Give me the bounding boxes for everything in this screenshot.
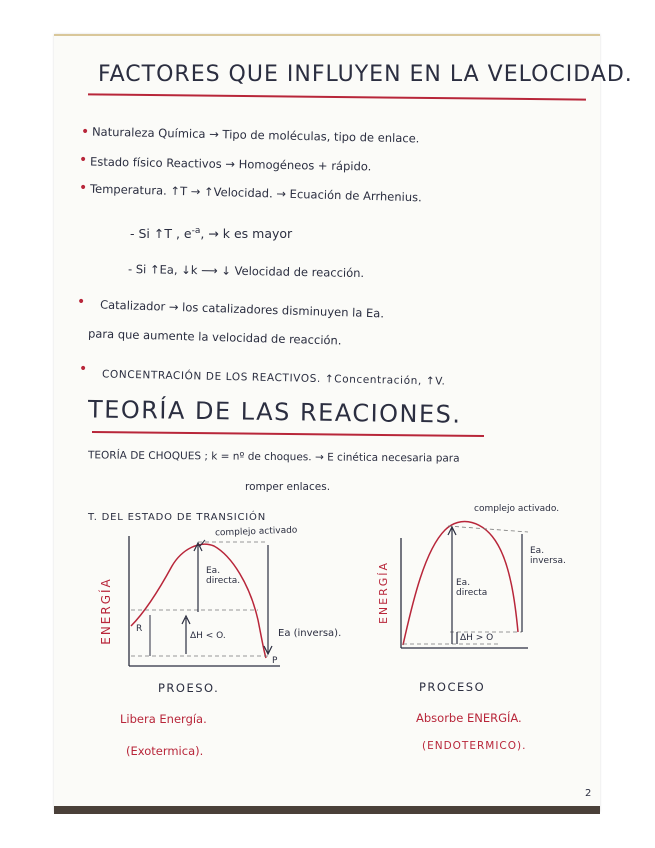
factor-concentracion: CONCENTRACIÓN DE LOS REACTIVOS. ↑Concentración, ↑V.	[101, 368, 446, 388]
section-title-teoria: TEORÍA DE LAS REACIONES.	[87, 395, 462, 429]
left-complejo-label: complejo activado	[214, 525, 298, 539]
bullet-icon: •	[79, 361, 88, 377]
left-p-label: P	[272, 656, 278, 666]
bullet-icon: •	[81, 124, 90, 140]
factor-temperatura: Temperatura. ↑T → ↑Velocidad. → Ecuación de Arrhenius.	[89, 181, 422, 205]
left-ea-directa: Ea. directa.	[206, 566, 241, 586]
left-caption-2: (Exotermica).	[126, 744, 204, 758]
temp-sub1-prefix: - Si ↑T , e	[130, 226, 192, 242]
factor-naturaleza: Naturaleza Química → Tipo de moléculas, tipo de enlace.	[91, 124, 420, 146]
left-ea-inversa: Ea (inversa).	[278, 628, 342, 639]
left-xlabel: PROESO.	[158, 681, 220, 695]
page-title: FACTORES QUE INFLUYEN EN LA VELOCIDAD.	[98, 62, 633, 87]
temp-sub1-suffix: , → k es mayor	[200, 226, 293, 242]
left-r-label: R	[136, 624, 143, 634]
right-complejo-label: complejo activado.	[474, 504, 560, 514]
right-ea-directa: Ea. directa	[456, 578, 488, 598]
bullet-icon: •	[79, 152, 88, 168]
choques-line-1: TEORÍA DE CHOQUES ; k = nº de choques. → E cinética necesaria para	[87, 449, 460, 465]
right-dh-label: ΔH > O	[460, 633, 494, 643]
right-ylabel: ENERGÍA	[377, 560, 391, 625]
right-xlabel: PROCESO	[419, 680, 486, 694]
transicion-heading: T. DEL ESTADO DE TRANSICIÓN	[88, 512, 266, 523]
choques-line-2: romper enlaces.	[245, 481, 331, 493]
bullet-icon: •	[77, 294, 86, 310]
page-number: 2	[585, 788, 592, 799]
right-caption-2: (ENDOTERMICO).	[422, 740, 527, 752]
right-ea-inversa: Ea. inversa.	[530, 546, 566, 566]
bullet-icon: •	[79, 180, 88, 196]
left-ylabel: ENERGÍA	[98, 577, 113, 645]
left-dh-label: ΔH < O.	[190, 631, 226, 641]
factor-catalizador-1: Catalizador → los catalizadores disminuyen la Ea.	[99, 297, 385, 321]
temp-sub1-exp: -a	[191, 226, 201, 236]
left-caption-1: Libera Energía.	[120, 712, 207, 726]
factor-catalizador-2: para que aumente la velocidad de reacción.	[87, 326, 342, 348]
right-caption-1: Absorbe ENERGÍA.	[416, 711, 522, 725]
temp-sub2: - Si ↑Ea, ↓k ⟶ ↓ Velocidad de reacción.	[127, 261, 365, 281]
factor-estado: Estado físico Reactivos → Homogéneos + rápido.	[89, 154, 372, 174]
